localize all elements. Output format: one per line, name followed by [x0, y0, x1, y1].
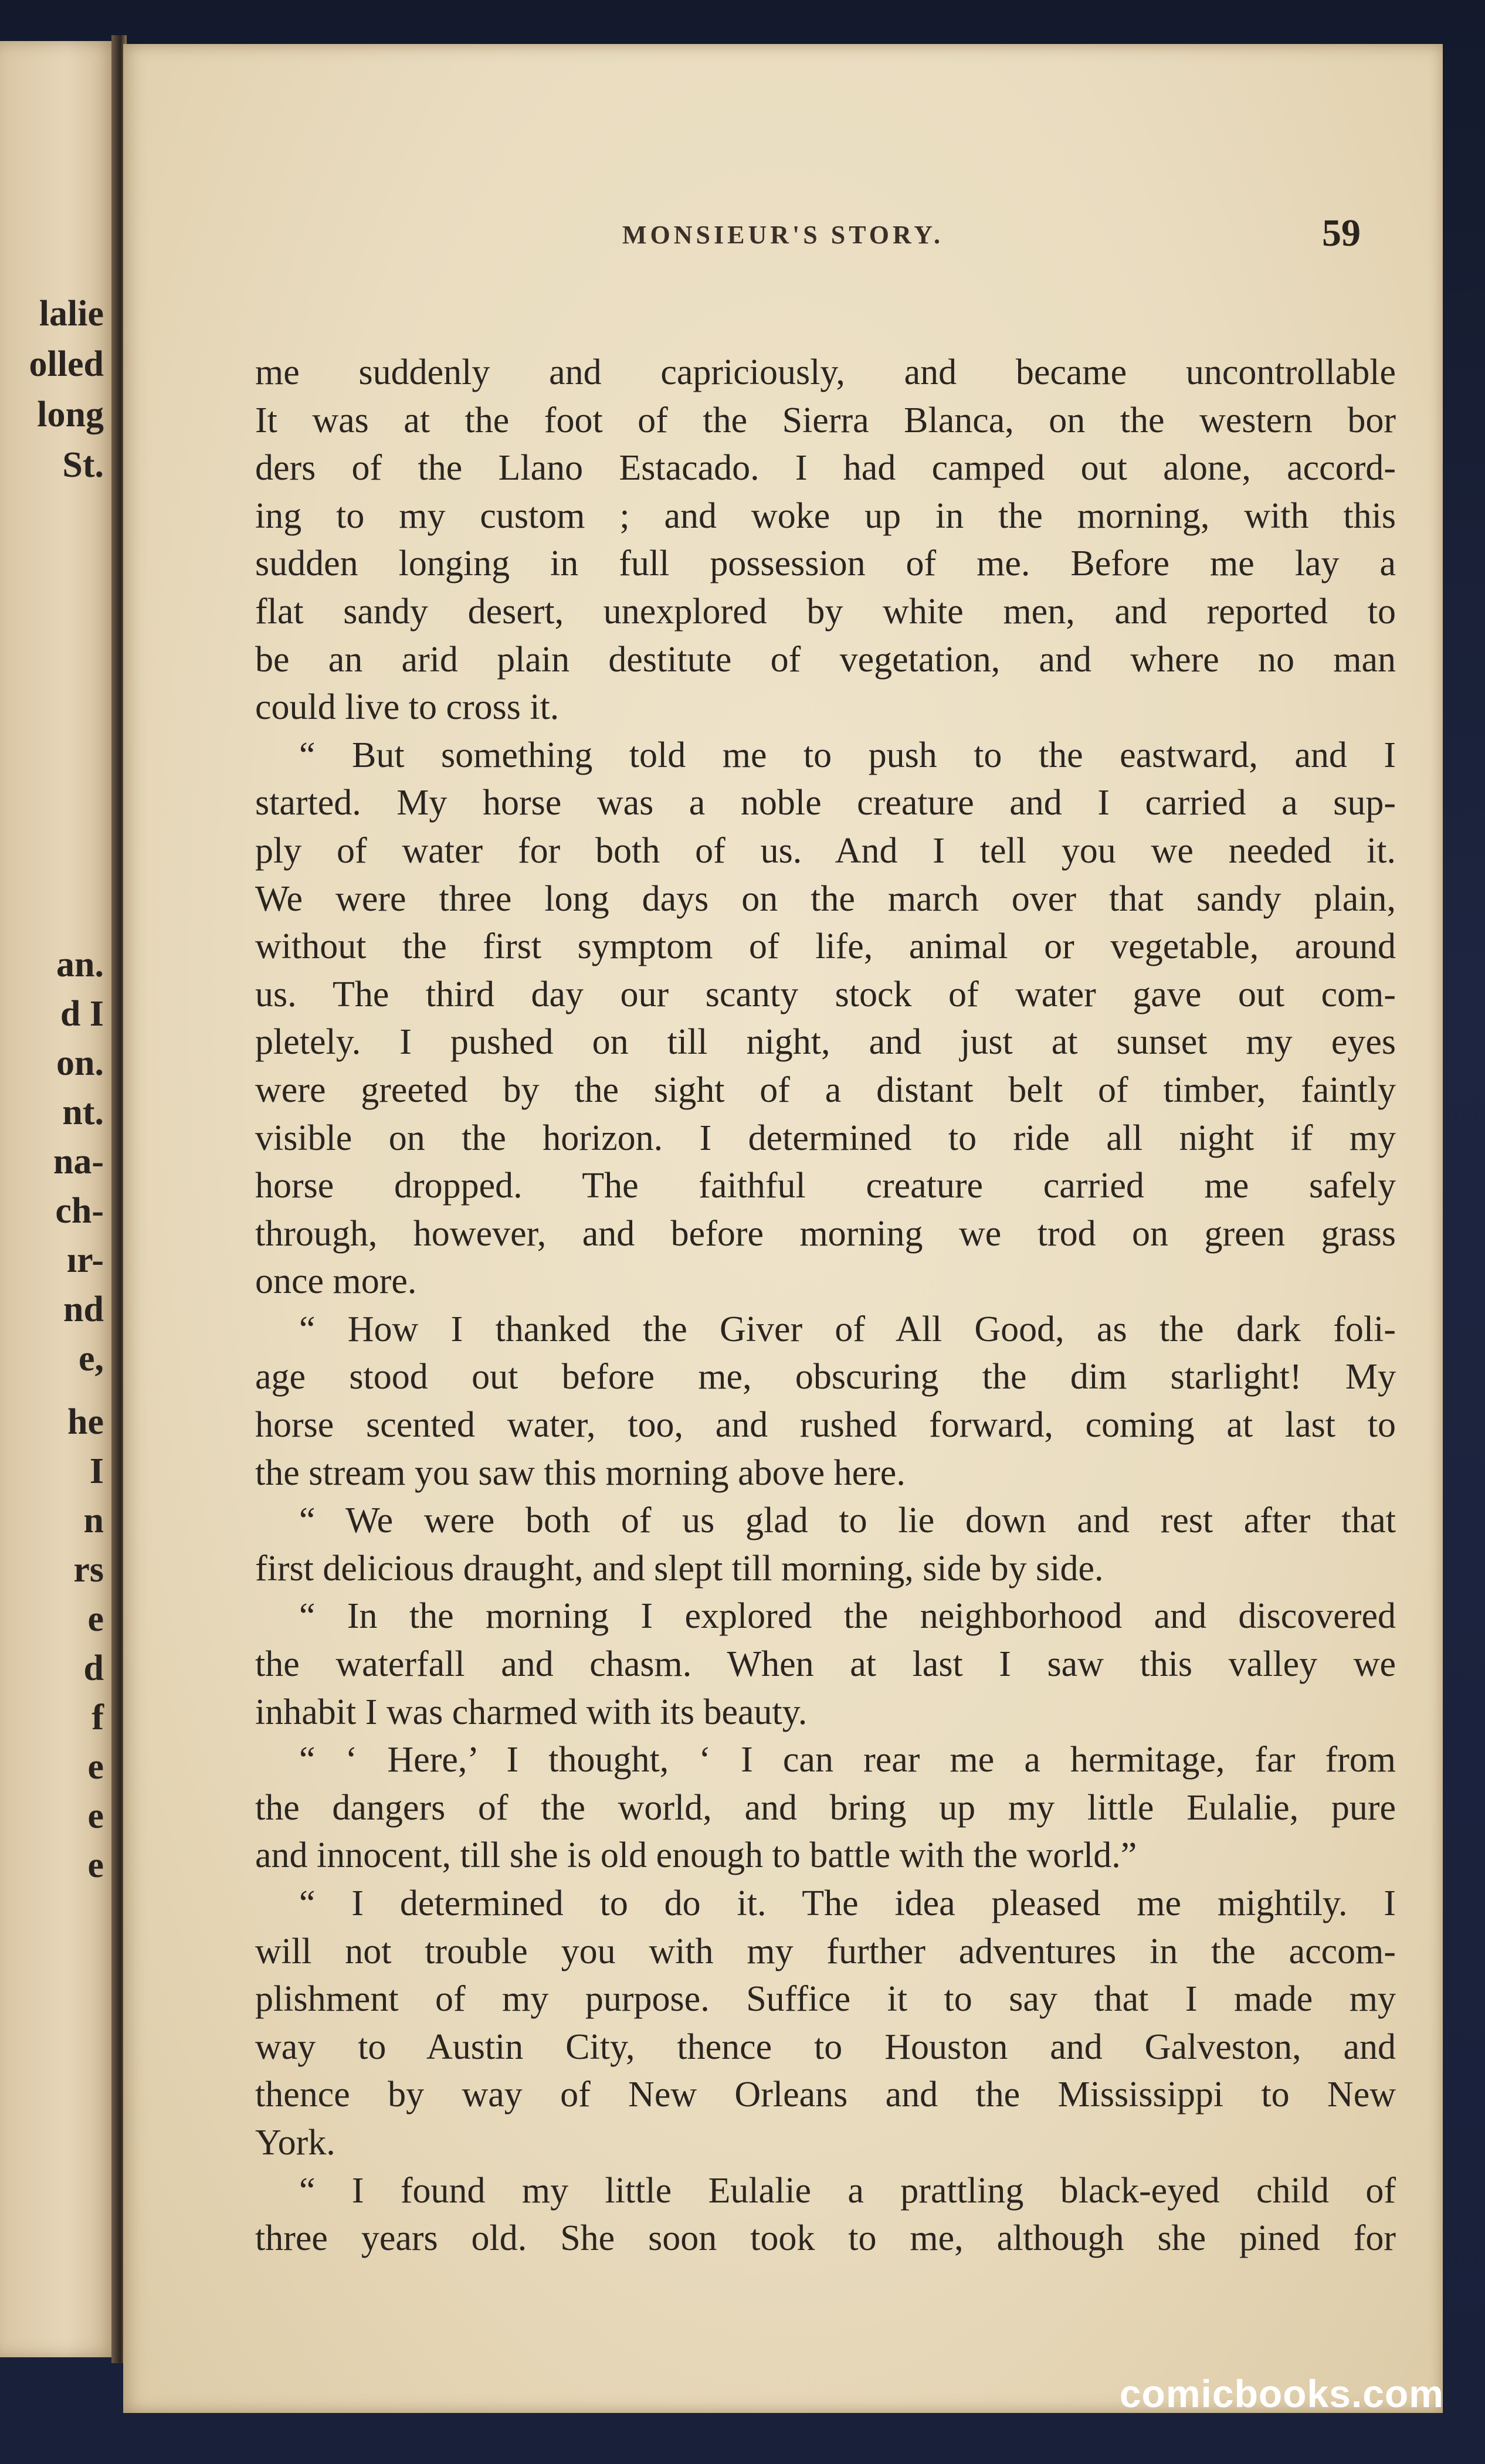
- text-line: visible on the horizon. I determined to ride all night if my: [255, 1118, 1396, 1158]
- previous-page-text: e: [87, 1599, 104, 1639]
- text-line: horse dropped. The faithful creature carried me safely: [255, 1166, 1396, 1206]
- text-line: inhabit I was charmed with its beauty.: [255, 1692, 808, 1732]
- previous-page-text: St.: [62, 445, 104, 485]
- running-head: MONSIEUR'S STORY.: [622, 220, 944, 249]
- text-line: were greeted by the sight of a distant belt of timber, faintly: [255, 1070, 1396, 1110]
- text-line: “ I determined to do it. The idea pleased me mightily. I: [299, 1883, 1396, 1923]
- previous-page-text: e,: [78, 1339, 104, 1379]
- previous-page-text: e: [87, 1796, 104, 1836]
- text-line: “ How I thanked the Giver of All Good, as the dark foli-: [299, 1309, 1396, 1349]
- text-line: We were three long days on the march over that sandy plain,: [255, 878, 1396, 919]
- previous-page-text: e: [87, 1845, 104, 1885]
- previous-page-text: I: [89, 1451, 104, 1491]
- text-line: and innocent, till she is old enough to battle with the world.”: [255, 1835, 1137, 1876]
- text-line: “ I found my little Eulalie a prattling black-eyed child of: [299, 2170, 1396, 2211]
- previous-page-text: long: [37, 395, 104, 435]
- text-line: be an arid plain destitute of vegetation, and where no man: [255, 639, 1396, 680]
- text-line: way to Austin City, thence to Houston and Galveston, and: [255, 2027, 1396, 2067]
- previous-page-text: na-: [53, 1142, 104, 1182]
- previous-page-text: he: [67, 1402, 104, 1442]
- previous-page-text: olled: [29, 344, 104, 384]
- text-line: flat sandy desert, unexplored by white men, and reported to: [255, 591, 1396, 632]
- body-text: [255, 349, 1396, 2263]
- text-line: York.: [255, 2122, 335, 2163]
- text-line: the stream you saw this morning above here.: [255, 1452, 906, 1493]
- text-line: “ But something told me to push to the eastward, and I: [299, 735, 1396, 775]
- text-line: ply of water for both of us. And I tell you we needed it.: [255, 830, 1396, 871]
- text-line: could live to cross it.: [255, 687, 560, 728]
- previous-page-text: an.: [56, 945, 104, 985]
- previous-page-text: ch-: [55, 1191, 104, 1231]
- text-line: pletely. I pushed on till night, and just at sunset my eyes: [255, 1022, 1396, 1063]
- text-line: through, however, and before morning we trod on green grass: [255, 1213, 1396, 1254]
- previous-page-text: lalie: [39, 294, 104, 334]
- text-line: ders of the Llano Estacado. I had camped out alone, accord-: [255, 448, 1396, 488]
- text-line: three years old. She soon took to me, although she pined for: [255, 2218, 1396, 2259]
- previous-page-text: e: [87, 1747, 104, 1787]
- text-line: horse scented water, too, and rushed forward, coming at last to: [255, 1405, 1396, 1445]
- watermark: comicbooks.com: [1119, 2372, 1444, 2415]
- text-line: “ We were both of us glad to lie down and rest after that: [299, 1501, 1396, 1541]
- text-line: age stood out before me, obscuring the dim starlight! My: [255, 1357, 1396, 1397]
- text-line: “ In the morning I explored the neighborhood and discovered: [299, 1596, 1396, 1637]
- text-line: the waterfall and chasm. When at last I saw this valley we: [255, 1644, 1396, 1685]
- previous-page-text: n: [83, 1501, 104, 1540]
- previous-page-text: f: [91, 1698, 104, 1737]
- text-line: me suddenly and capriciously, and became uncontrollable: [255, 352, 1396, 392]
- text-line: started. My horse was a noble creature and I carried a sup-: [255, 783, 1396, 823]
- page-number: 59: [1322, 212, 1361, 254]
- previous-page-text: on.: [56, 1043, 104, 1083]
- book-page: [123, 44, 1443, 2413]
- previous-page-text: d: [83, 1648, 104, 1688]
- text-line: plishment of my purpose. Suffice it to say that I made my: [255, 1979, 1396, 2020]
- previous-page-text: d I: [60, 994, 104, 1034]
- text-line: us. The third day our scanty stock of water gave out com-: [255, 974, 1396, 1014]
- previous-page-text: ır-: [66, 1240, 104, 1280]
- text-line: first delicious draught, and slept till morning, side by side.: [255, 1548, 1104, 1589]
- previous-page-text: nt.: [62, 1092, 104, 1132]
- text-line: thence by way of New Orleans and the Mississippi to New: [255, 2075, 1396, 2115]
- text-line: without the first symptom of life, animal or vegetable, around: [255, 926, 1396, 967]
- previous-page-text: nd: [63, 1289, 104, 1329]
- previous-page-edge: [0, 41, 120, 2357]
- text-line: It was at the foot of the Sierra Blanca, on the western bor: [255, 400, 1396, 440]
- text-line: once more.: [255, 1261, 417, 1302]
- text-line: will not trouble you with my further adventures in the accom-: [255, 1931, 1396, 1971]
- text-line: the dangers of the world, and bring up my little Eulalie, pure: [255, 1787, 1396, 1828]
- text-line: “ ‘ Here,’ I thought, ‘ I can rear me a hermitage, far from: [299, 1740, 1396, 1780]
- text-line: sudden longing in full possession of me. Before me lay a: [255, 544, 1396, 584]
- text-line: ing to my custom ; and woke up in the morning, with this: [255, 495, 1396, 536]
- previous-page-text: rs: [73, 1550, 104, 1590]
